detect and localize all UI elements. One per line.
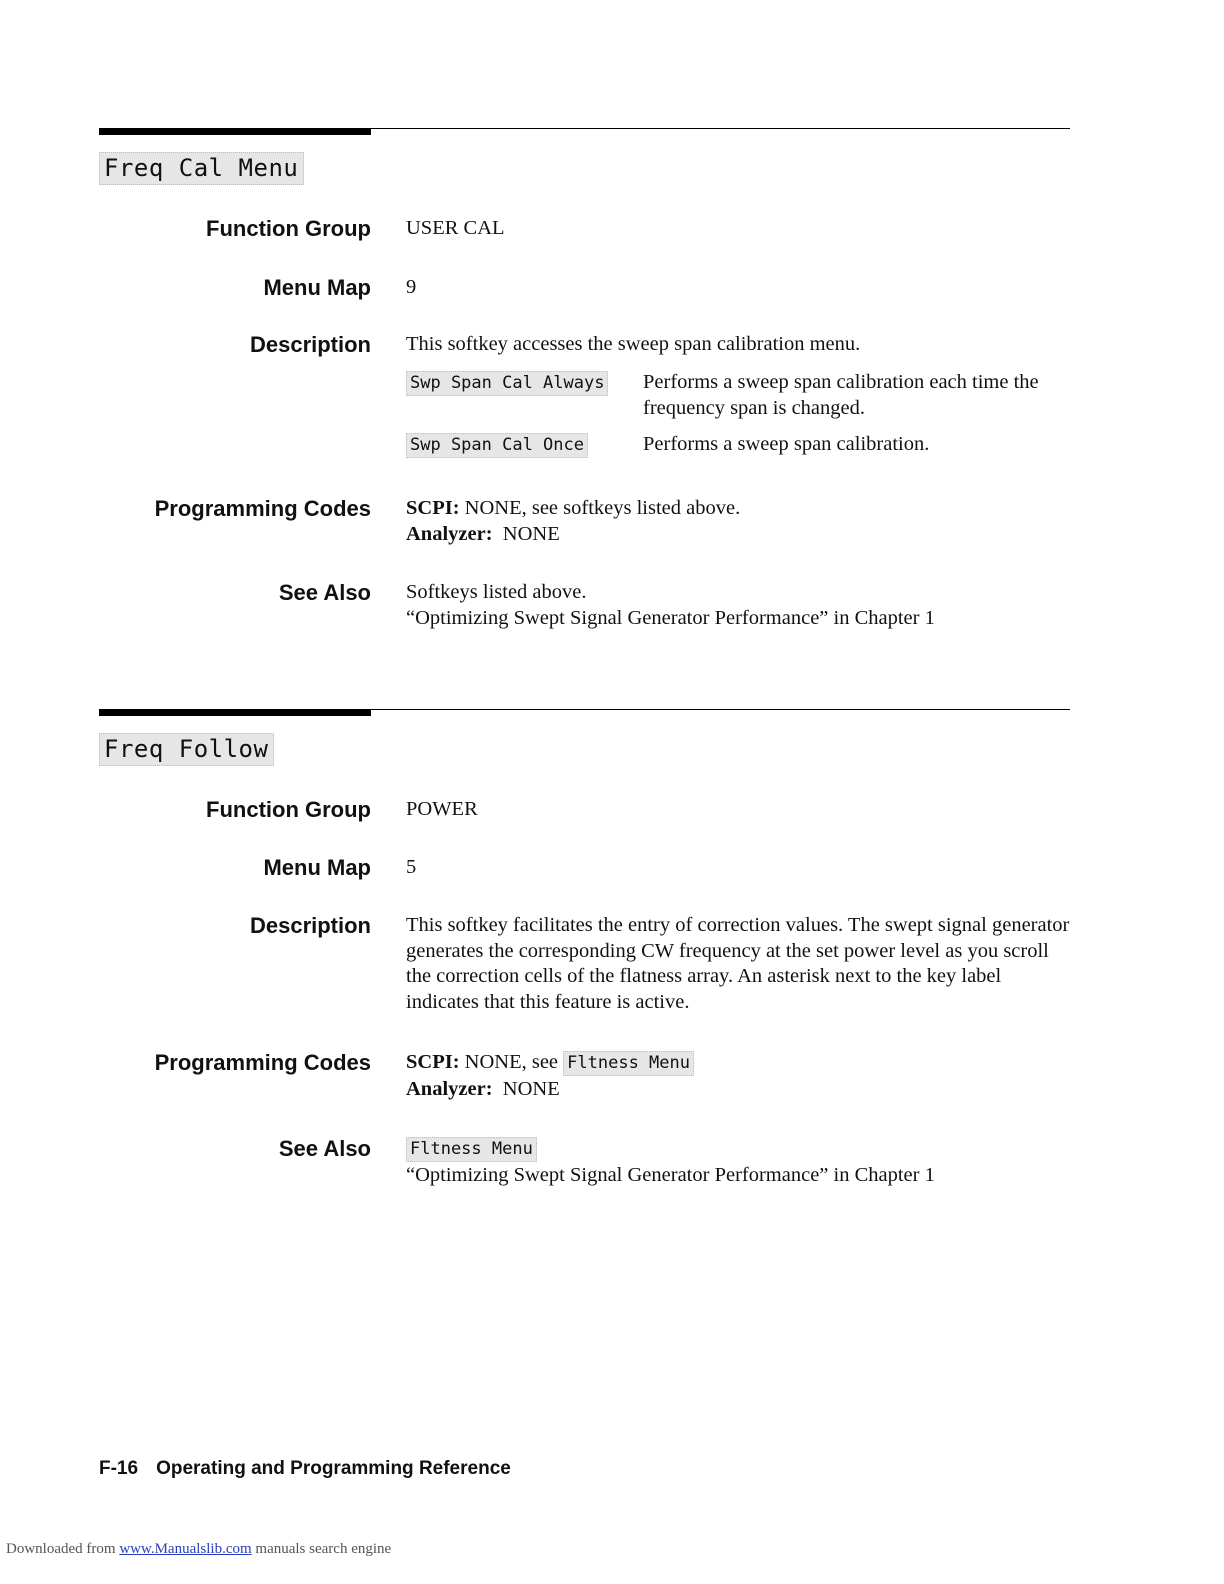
see-also-line: “Optimizing Swept Signal Generator Performance” in Chapter 1 [406, 606, 935, 629]
see-also-line: Softkeys listed above. [406, 581, 587, 603]
menu-map-label: Menu Map [263, 275, 371, 300]
scpi-label: SCPI: [406, 1051, 460, 1073]
scpi-value: NONE, see [464, 1051, 559, 1073]
download-suffix: manuals search engine [255, 1541, 392, 1557]
section-title-softkey: Freq Follow [99, 733, 274, 766]
function-group-label: Function Group [206, 797, 371, 822]
section-freq-follow [99, 709, 1070, 1186]
analyzer-value: NONE [502, 522, 560, 545]
see-also-label: See Also [278, 1136, 371, 1161]
programming-codes-label: Programming Codes [154, 496, 371, 521]
description-label: Description [249, 332, 371, 357]
softkey-description: Performs a sweep span calibration each time the frequency span is changed. [643, 371, 1039, 419]
section-title-softkey: Freq Cal Menu [99, 152, 304, 185]
menu-map-value: 9 [406, 276, 417, 298]
function-group-value: POWER [406, 798, 478, 820]
see-also-value [406, 1136, 1070, 1188]
manualslib-link[interactable]: www.Manualslib.com [119, 1541, 252, 1557]
programming-codes-value [406, 496, 1070, 547]
softkey-swp-span-cal-once: Swp Span Cal Once [406, 433, 588, 458]
section-rule [99, 709, 1070, 717]
description-value [406, 332, 1070, 455]
programming-codes-value [406, 1050, 1070, 1102]
analyzer-label: Analyzer: [406, 1077, 493, 1100]
softkey-fltness-menu: Fltness Menu [406, 1137, 537, 1162]
section-freq-cal-menu [99, 128, 1070, 629]
softkey-fltness-menu: Fltness Menu [563, 1051, 694, 1076]
softkey-description: Performs a sweep span calibration. [643, 433, 930, 455]
see-also-label: See Also [278, 580, 371, 605]
section-rule [99, 128, 1070, 136]
description-label: Description [249, 913, 371, 938]
softkey-swp-span-cal-always: Swp Span Cal Always [406, 371, 608, 396]
description-text: This softkey accesses the sweep span calibration menu. [406, 333, 861, 355]
see-also-value [406, 580, 1070, 631]
page-number: F-16 [99, 1458, 139, 1479]
analyzer-value: NONE [502, 1077, 560, 1100]
scpi-value: NONE, see softkeys listed above. [464, 497, 741, 519]
analyzer-label: Analyzer: [406, 522, 493, 545]
menu-map-value: 5 [406, 856, 417, 878]
download-notice [6, 1541, 391, 1558]
download-prefix: Downloaded from [6, 1541, 116, 1557]
programming-codes-label: Programming Codes [154, 1050, 371, 1075]
function-group-label: Function Group [206, 216, 371, 241]
see-also-line: “Optimizing Swept Signal Generator Performance” in Chapter 1 [406, 1163, 935, 1186]
function-group-value: USER CAL [406, 217, 505, 239]
page-footer [99, 1458, 511, 1480]
menu-map-label: Menu Map [263, 855, 371, 880]
scpi-label: SCPI: [406, 497, 460, 519]
description-value: This softkey facilitates the entry of correction values. The swept signal generator generates the corresponding CW frequency at the set power level as you scroll the correction cells of the flatness array. An asterisk next to the key label indicates that this feature is active. [406, 914, 1070, 1013]
footer-title: Operating and Programming Reference [156, 1458, 511, 1479]
